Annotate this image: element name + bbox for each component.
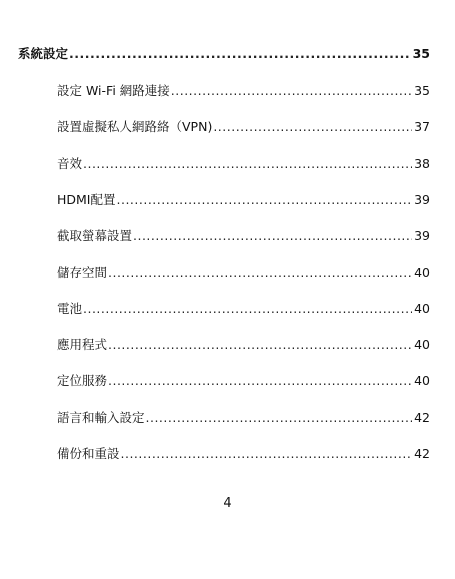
toc-entry-title: 音效 [57, 156, 83, 171]
toc-leader-dots [108, 336, 412, 354]
toc-leader-dots [108, 264, 412, 282]
toc-leader-dots [146, 409, 413, 427]
toc-entry-title: 語言和輸入設定 [57, 410, 145, 425]
toc-entry-page: 35 [414, 83, 430, 98]
toc-entry-location[interactable] [57, 372, 430, 390]
toc-leader-dots [69, 45, 411, 63]
toc-entry-page: 37 [414, 119, 430, 134]
toc-entry-title: 儲存空間 [57, 265, 108, 280]
toc-entry-storage[interactable] [57, 264, 430, 282]
toc-leader-dots [108, 372, 412, 390]
toc-section-page: 35 [412, 46, 430, 61]
toc-leader-dots [133, 227, 412, 245]
toc-leader-dots [117, 191, 413, 209]
toc-entry-page: 42 [414, 410, 430, 425]
toc-entry-title: 設定 Wi-Fi 網路連接 [57, 83, 170, 98]
toc-entry-page: 39 [414, 192, 430, 207]
toc-entry-title: 備份和重設 [57, 446, 120, 461]
toc-entry-battery[interactable] [57, 300, 430, 318]
toc-entry-page: 38 [414, 156, 430, 171]
page-number: 4 [223, 496, 232, 511]
toc-entry-title: 應用程式 [57, 337, 108, 352]
toc-entry-sound[interactable] [57, 155, 430, 173]
toc-section-system-settings[interactable] [18, 45, 430, 63]
toc-leader-dots [171, 82, 412, 100]
toc-entry-title: 設置虛擬私人網路絡（VPN) [57, 119, 213, 134]
toc-entry-page: 39 [414, 228, 430, 243]
toc-entry-title: 電池 [57, 301, 83, 316]
toc-entry-language[interactable] [57, 409, 430, 427]
toc-leader-dots [83, 300, 412, 318]
toc-section-title: 系統設定 [18, 46, 69, 61]
toc-entry-title: 定位服務 [57, 373, 108, 388]
toc-entry-page: 40 [414, 265, 430, 280]
toc-entry-apps[interactable] [57, 336, 430, 354]
toc-leader-dots [83, 155, 412, 173]
toc-entry-hdmi[interactable] [57, 191, 430, 209]
toc-entry-page: 42 [414, 446, 430, 461]
toc-entry-title: 截取螢幕設置 [57, 228, 133, 243]
toc-entry-screenshot[interactable] [57, 227, 430, 245]
toc-entry-backup[interactable] [57, 445, 430, 463]
toc-entry-page: 40 [414, 373, 430, 388]
toc-leader-dots [213, 118, 412, 136]
toc-entry-wifi[interactable] [57, 82, 430, 100]
toc-entry-vpn[interactable] [57, 118, 430, 136]
toc-entry-title: HDMI配置 [57, 192, 116, 207]
toc-entry-page: 40 [414, 337, 430, 352]
toc-entry-page: 40 [414, 301, 430, 316]
toc-leader-dots [121, 445, 413, 463]
